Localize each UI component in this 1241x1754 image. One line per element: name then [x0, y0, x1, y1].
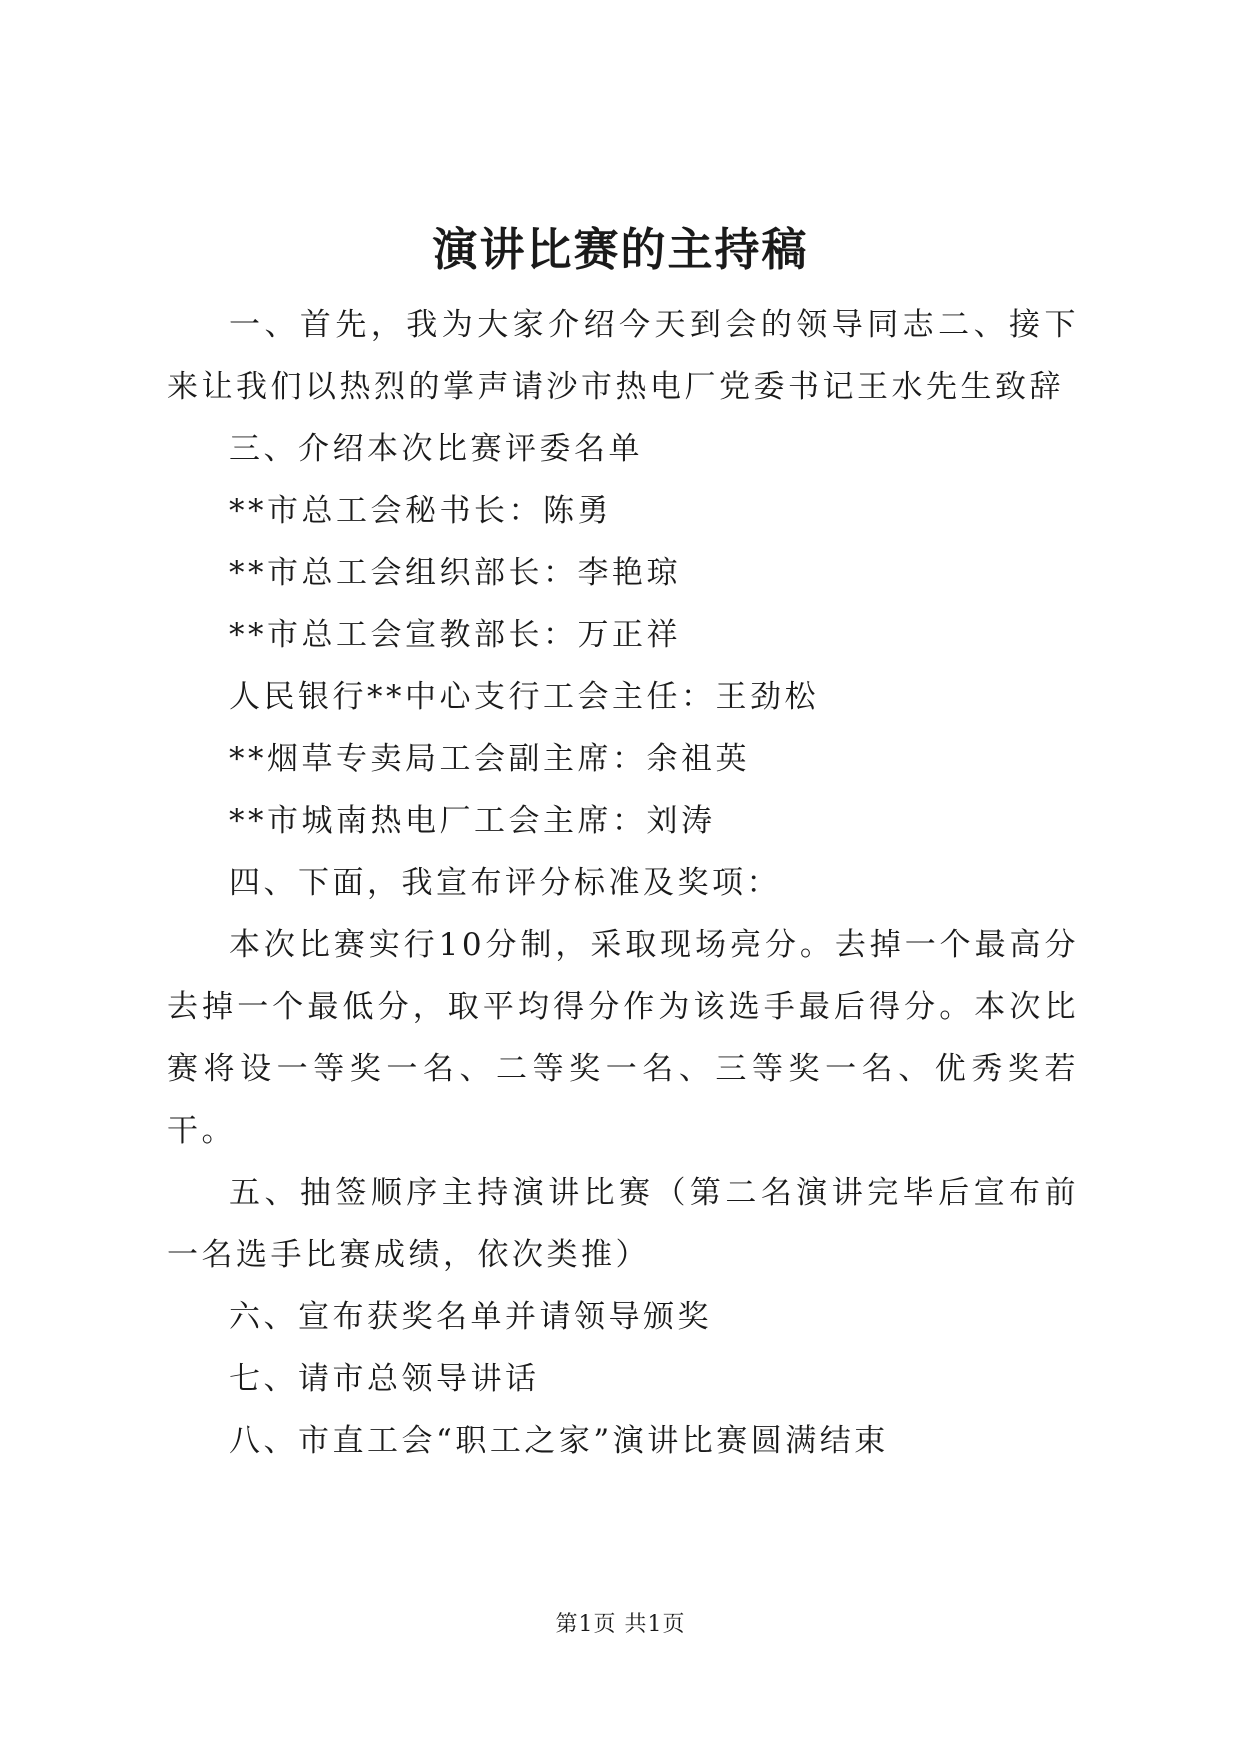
paragraph-leader-speech: 七、请市总领导讲话: [229, 1361, 540, 1397]
document-body: [167, 294, 1079, 1472]
paragraph-judge-4: 人民银行**中心支行工会主任：王劲松: [229, 679, 819, 715]
paragraph-judge-3: **市总工会宣教部长：万正祥: [229, 617, 681, 653]
paragraph-opening: 一、首先，我为大家介绍今天到会的领导同志二、接下来让我们以热烈的掌声请沙市热电厂党委书记王水先生致辞: [167, 307, 1079, 405]
paragraph-closing: 八、市直工会“职工之家”演讲比赛圆满结束: [229, 1423, 889, 1459]
paragraph-judge-5: **烟草专卖局工会副主席：余祖英: [229, 741, 750, 777]
paragraph-judge-1: **市总工会秘书长：陈勇: [229, 493, 612, 529]
paragraph-scoring-intro: 四、下面，我宣布评分标准及奖项：: [229, 865, 781, 901]
paragraph-awards: 六、宣布获奖名单并请领导颁奖: [229, 1299, 712, 1335]
paragraph-judges-intro: 三、介绍本次比赛评委名单: [229, 431, 643, 467]
paragraph-judge-6: **市城南热电厂工会主席：刘涛: [229, 803, 716, 839]
paragraph-judge-2: **市总工会组织部长：李艳琼: [229, 555, 681, 591]
paragraph-scoring-rules: 本次比赛实行10分制，采取现场亮分。去掉一个最高分去掉一个最低分，取平均得分作为该选手最后得分。本次比赛将设一等奖一名、二等奖一名、三等奖一名、优秀奖若干。: [167, 927, 1079, 1149]
paragraph-draw-order: 五、抽签顺序主持演讲比赛（第二名演讲完毕后宣布前一名选手比赛成绩，依次类推）: [167, 1175, 1079, 1273]
page-footer: 第1页 共1页: [555, 1612, 686, 1637]
document-title: 演讲比赛的主持稿: [432, 223, 809, 276]
